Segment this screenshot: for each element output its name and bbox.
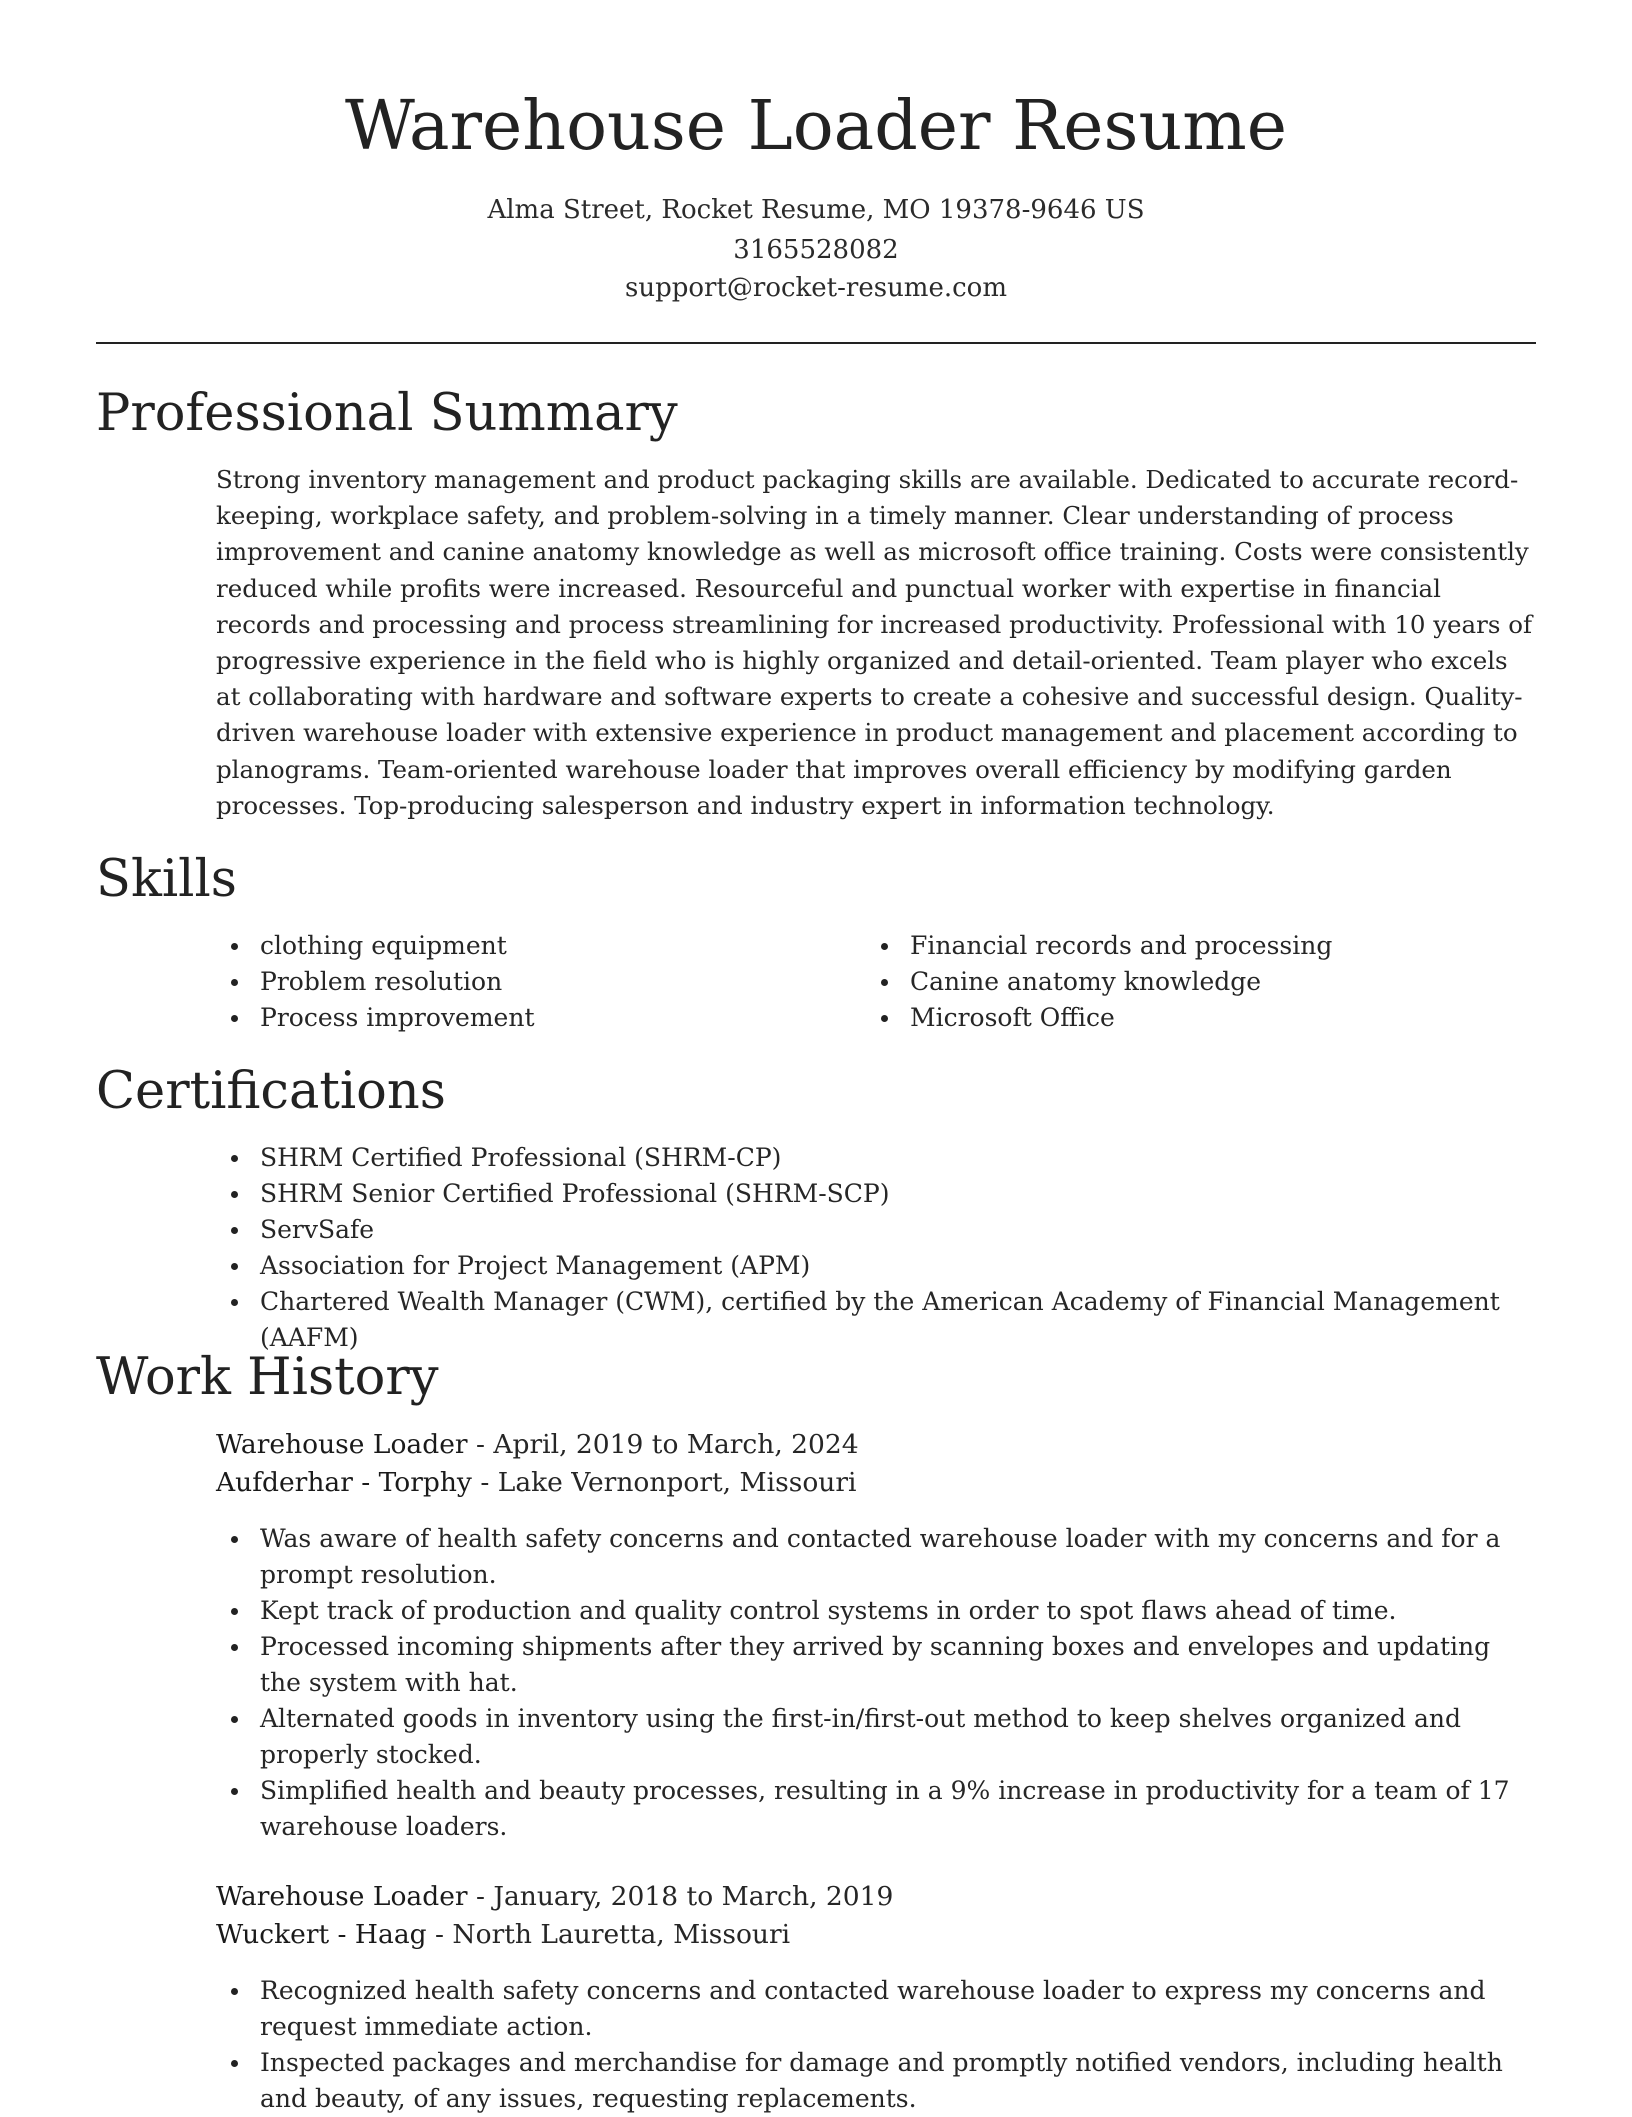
job-company-line: Wuckert - Haag - North Lauretta, Missouri bbox=[216, 1919, 791, 1950]
job-bullet: Was aware of health safety concerns and contacted warehouse loader with my concerns and for a prompt resolution. bbox=[216, 1521, 1536, 1593]
bullet-dot bbox=[231, 2060, 238, 2067]
job-bullet: Alternated goods in inventory using the first-in/first-out method to keep shelves organized and properly stocked. bbox=[216, 1701, 1536, 1773]
bullet-dot bbox=[231, 1015, 238, 1022]
bullet-dot bbox=[231, 1716, 238, 1723]
certification-item: Chartered Wealth Manager (CWM), certified by the American Academy of Financial Management (AAFM) bbox=[216, 1284, 1536, 1356]
bullet-dot bbox=[231, 1227, 238, 1234]
certification-item: ServSafe bbox=[216, 1212, 1536, 1248]
skill-item: Canine anatomy knowledge bbox=[866, 964, 1536, 1000]
bullet-dot bbox=[231, 1988, 238, 1995]
job-bullet-list bbox=[216, 1521, 1536, 1845]
skill-item: clothing equipment bbox=[216, 928, 856, 964]
job-bullet: Processed incoming shipments after they arrived by scanning boxes and envelopes and updating the system with hat. bbox=[216, 1629, 1536, 1701]
job-title: Warehouse Loader bbox=[216, 1429, 468, 1460]
job-company: Aufderhar - Torphy bbox=[216, 1467, 472, 1498]
job-bullet: Recognized health safety concerns and contacted warehouse loader to express my concerns and request immediate action. bbox=[216, 1973, 1536, 2045]
job-title-line: Warehouse Loader - April, 2019 to March, 2024 bbox=[216, 1429, 859, 1460]
job-dates: January, 2018 to March, 2019 bbox=[493, 1881, 894, 1912]
skill-item: Process improvement bbox=[216, 1000, 856, 1036]
summary-text: Strong inventory management and product packaging skills are available. Dedicated to accurate record-keeping, workplace safety, and problem-solving in a timely manner. Clear understanding of process improvement and canine anatomy knowledge as well as microsoft office training. Costs were consistently reduced while profits were increased. Resourceful and punctual worker with expertise in financial records and processing and process streamlining for increased productivity. Professional with 10 years of progressive experience in the field who is highly organized and detail-oriented. Team player who excels at collaborating with hardware and software experts to create a cohesive and successful design. Quality-driven warehouse loader with extensive experience in product management and placement according to planograms. Team-oriented warehouse loader that improves overall efficiency by modifying garden processes. Top-producing salesperson and industry expert in information technology. bbox=[216, 465, 1533, 820]
skill-item: Problem resolution bbox=[216, 964, 856, 1000]
job-title-line: Warehouse Loader - January, 2018 to March, 2019 bbox=[216, 1881, 894, 1912]
work-history-heading: Work History bbox=[96, 1348, 439, 1407]
bullet-dot bbox=[231, 1644, 238, 1651]
bullet-dot bbox=[231, 1263, 238, 1270]
bullet-dot bbox=[231, 1191, 238, 1198]
skill-item: Microsoft Office bbox=[866, 1000, 1536, 1036]
skill-item: Financial records and processing bbox=[866, 928, 1536, 964]
job-bullet: Kept track of production and quality control systems in order to spot flaws ahead of time. bbox=[216, 1593, 1536, 1629]
summary-heading: Professional Summary bbox=[96, 384, 678, 443]
contact-address: Alma Street, Rocket Resume, MO 19378-9646 US bbox=[487, 195, 1145, 225]
certifications-heading: Certifications bbox=[96, 1062, 446, 1121]
skills-list-left bbox=[216, 928, 856, 1036]
bullet-dot bbox=[231, 943, 238, 950]
job-bullet-list bbox=[216, 1973, 1536, 2117]
bullet-dot bbox=[231, 1536, 238, 1543]
job-company: Wuckert - Haag bbox=[216, 1919, 427, 1950]
resume-title: Warehouse Loader Resume bbox=[345, 87, 1287, 166]
contact-email: support@rocket-resume.com bbox=[624, 273, 1007, 303]
job-bullet: Inspected packages and merchandise for damage and promptly notified vendors, including health and beauty, of any issues, requesting replacements. bbox=[216, 2045, 1536, 2117]
bullet-dot bbox=[881, 979, 888, 986]
bullet-dot bbox=[881, 943, 888, 950]
job-dates: April, 2019 to March, 2024 bbox=[493, 1429, 859, 1460]
bullet-dot bbox=[881, 1015, 888, 1022]
bullet-dot bbox=[231, 1299, 238, 1306]
job-location: Lake Vernonport, Missouri bbox=[497, 1467, 857, 1498]
job-company-line: Aufderhar - Torphy - Lake Vernonport, Missouri bbox=[216, 1467, 857, 1498]
skills-heading: Skills bbox=[96, 850, 237, 909]
job-title: Warehouse Loader bbox=[216, 1881, 468, 1912]
bullet-dot bbox=[231, 1788, 238, 1795]
job-location: North Lauretta, Missouri bbox=[452, 1919, 791, 1950]
certifications-list bbox=[216, 1140, 1536, 1356]
certification-item: SHRM Certified Professional (SHRM-CP) bbox=[216, 1140, 1536, 1176]
certification-item: SHRM Senior Certified Professional (SHRM-SCP) bbox=[216, 1176, 1536, 1212]
contact-phone: 3165528082 bbox=[733, 235, 899, 265]
job-bullet: Simplified health and beauty processes, resulting in a 9% increase in productivity for a team of 17 warehouse loaders. bbox=[216, 1773, 1536, 1845]
certification-item: Association for Project Management (APM) bbox=[216, 1248, 1536, 1284]
bullet-dot bbox=[231, 979, 238, 986]
header-divider bbox=[96, 342, 1536, 344]
bullet-dot bbox=[231, 1608, 238, 1615]
bullet-dot bbox=[231, 1155, 238, 1162]
skills-list-right bbox=[866, 928, 1536, 1036]
